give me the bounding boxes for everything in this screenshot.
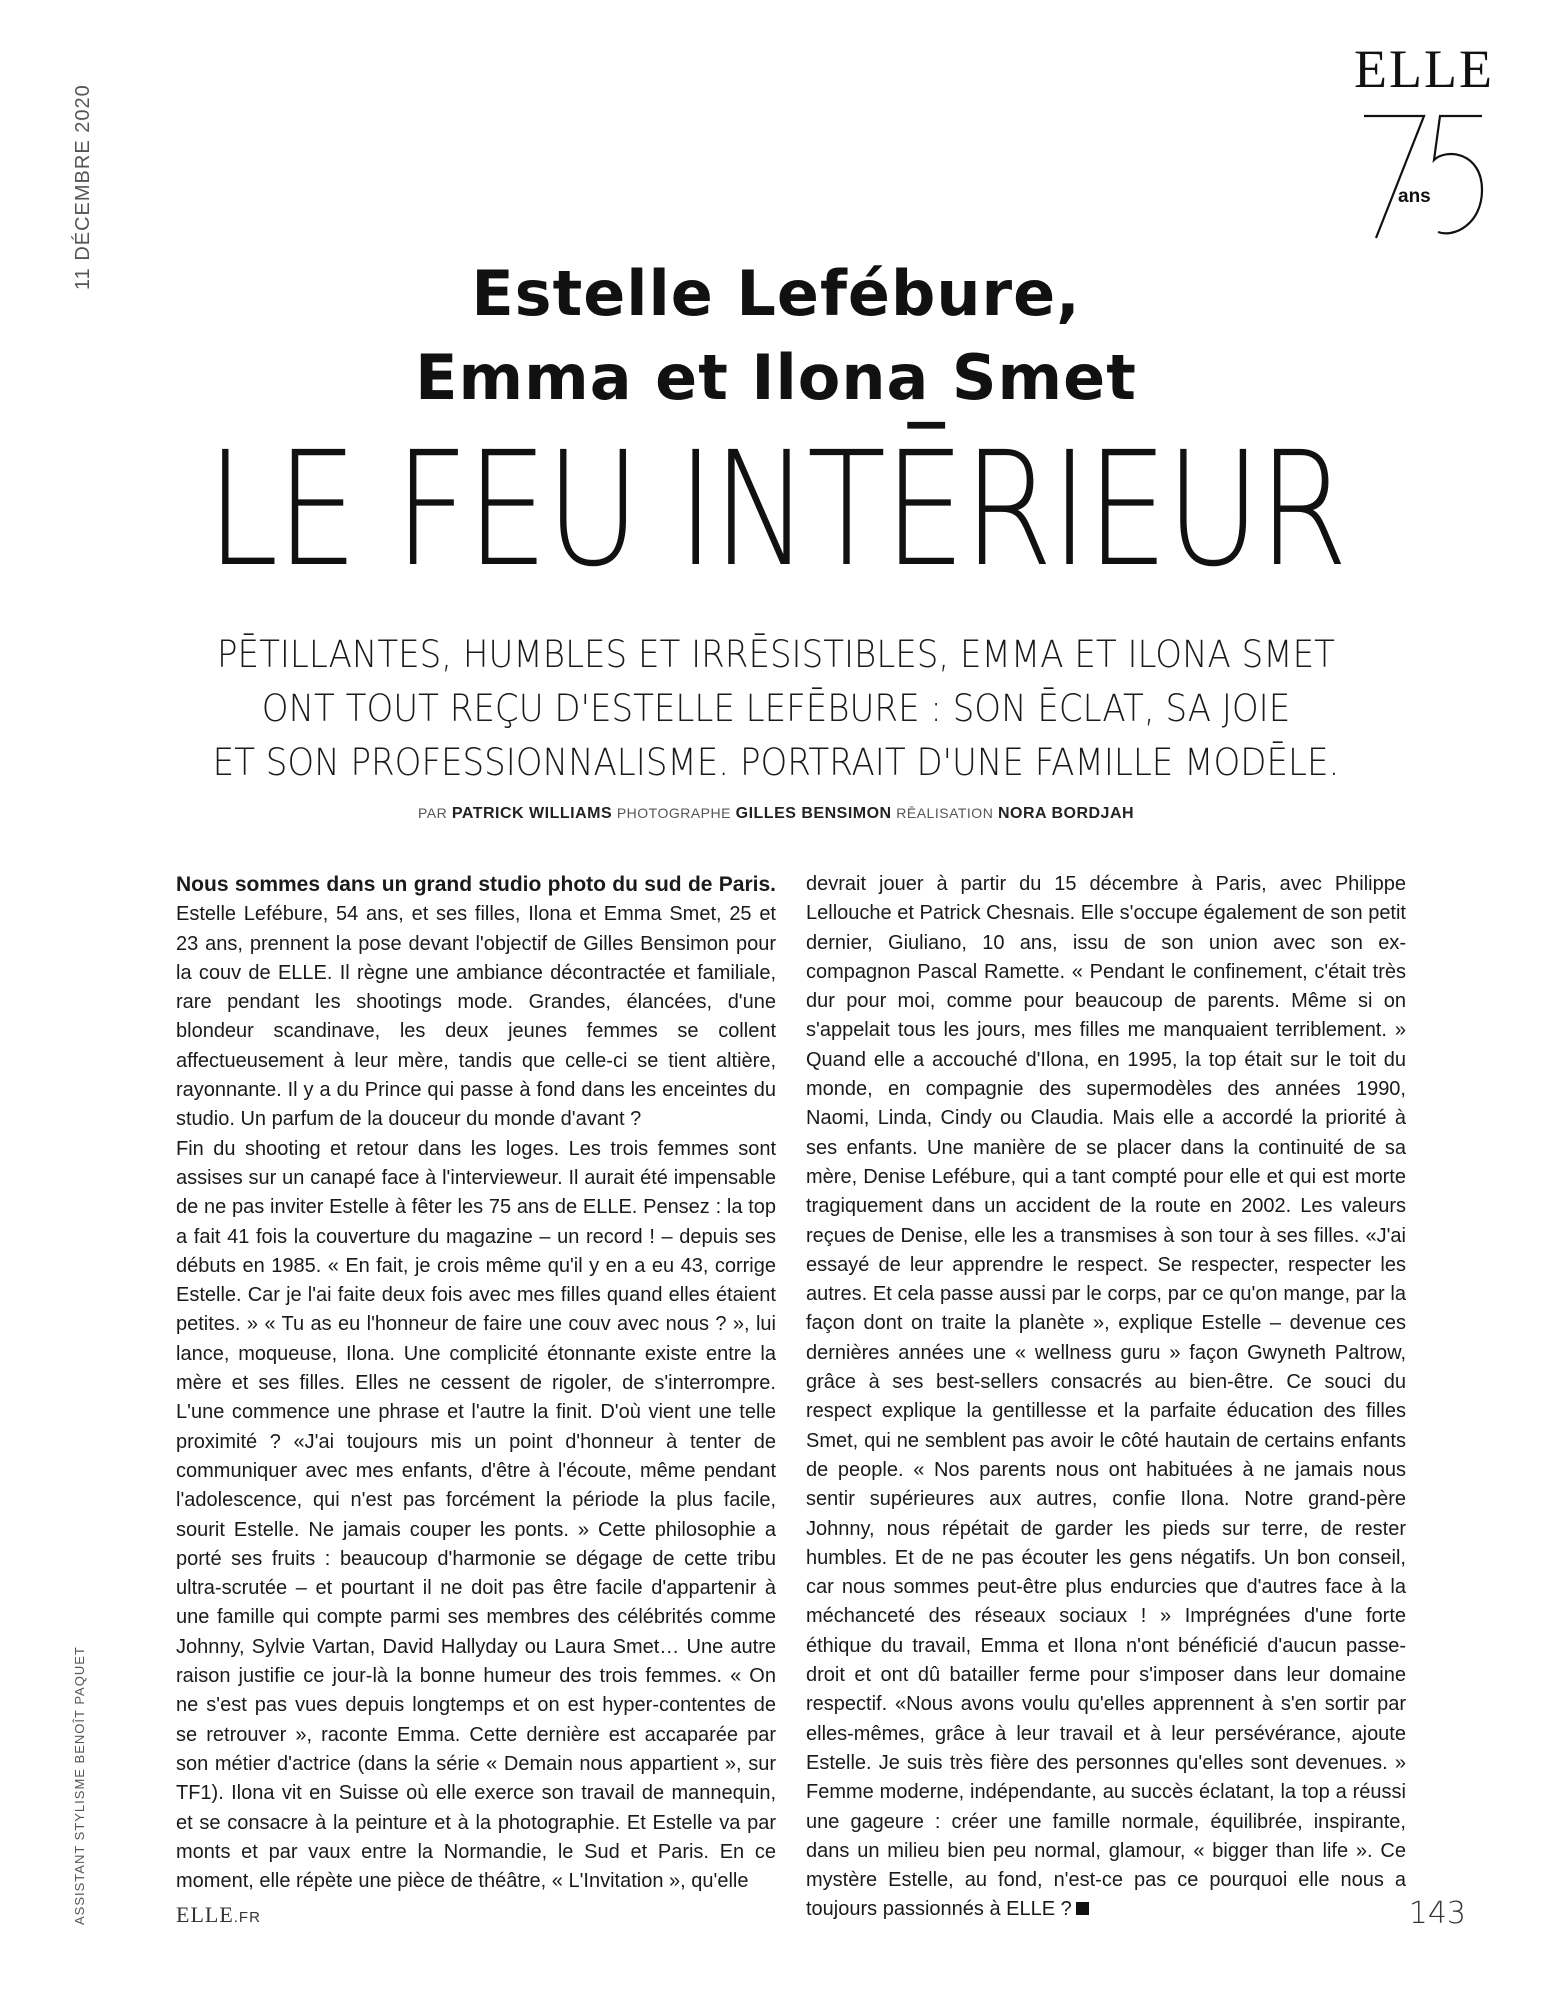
author-label: PAR xyxy=(417,805,448,821)
title-line-2: Emma et Ilona Smet xyxy=(415,341,1137,414)
article-title xyxy=(0,252,1552,420)
photographer-name: GILLES BENSIMON xyxy=(735,805,892,822)
body-paragraph-2: Fin du shooting et retour dans les loges. Les trois femmes sont assises sur un canapé face à l'intervieweur. Il aurait été impensable de ne pas inviter Estelle à fêter les 75 ans de ELLE. Pensez : la top a fait 41 fois la couverture du magazine – un record ! – depuis ses débuts en 1985. « En fait, je crois même qu'il y en a eu 43, corrige Estelle. Car je l'ai faite deux fois avec mes filles quand elles étaient petites. » « Tu as eu l'honneur de faire une couv avec nous ? », lui lance, moqueuse, Ilona. Une complicité étonnante existe entre la mère et ses filles. Elles ne cessent de rigoler, de s'interrompre. L'une commence une phrase et l'autre la finit. D'où vient une telle proximité ? «J'ai toujours mis un point d'honneur à tenter de communiquer avec mes enfants, d'être à l'écoute, même pendant l'adolescence, qui n'est pas forcément la période la plus facile, sourit Estelle. Ne jamais couper les ponts. » Cette philosophie a porté ses fruits : beaucoup d'harmonie se dégage de cette tribu ultra-scrutée – et pourtant il ne doit pas être facile d'appartenir à une famille qui compte parmi ses membres des célébrités comme Johnny, Sylvie Vartan, David Hallyday ou Laura Smet… Une autre raison justifie ce jour-là la bonne humeur des trois femmes. « On ne s'est pas vues depuis longtemps et on est hyper-contentes de se retrouver », raconte Emma. Cette dernière est accaparée par son métier d'actrice (dans la série « Demain nous appartient », sur TF1). Ilona vit en Suisse où elle exerce son travail de mannequin, et se consacre à la peinture et à la photographie. Et Estelle va par monts et par vaux entre la Normandie, le Sud et Paris. En ce moment, elle répète une pièce de théâtre, « L'Invitation », qu'elle xyxy=(176,1137,776,1893)
lead-sentence: Nous sommes dans un grand studio photo du sud de Paris. xyxy=(176,873,776,896)
paragraph-1-text: Estelle Lefébure, 54 ans, et ses filles, Ilona et Emma Smet, 25 et 23 ans, prennent la pose devant l'objectif de Gilles Bensimon pour la couv de ELLE. Il règne une ambiance décontractée et familiale, rare pendant les shootings mode. Grandes, élancées, d'une blondeur scandinave, les deux jeunes femmes se collent affectueusement à leur mère, tandis que celle-ci se tient altière, rayonnante. Il y a du Prince qui passe à fond dans les enceintes du studio. Un parfum de la douceur du monde d'avant ? xyxy=(176,903,776,1131)
footer-domain: .FR xyxy=(233,1909,261,1926)
body-column-left xyxy=(176,870,776,1896)
logo-suffix: ans xyxy=(1398,186,1431,207)
page-number: 143 xyxy=(1408,1896,1466,1931)
logo-brand: ELLE xyxy=(1354,39,1494,99)
body-paragraph-1 xyxy=(176,870,776,1135)
title-line-1: Estelle Lefébure, xyxy=(471,257,1081,330)
footer-brand xyxy=(176,1902,261,1928)
end-of-article-icon xyxy=(1076,1902,1089,1915)
body-column-right xyxy=(806,870,1406,1925)
byline xyxy=(0,805,1552,823)
deck-line-2: ONT TOUT REÇU D'ESTELLE LEFĒBURE : SON ĒCLAT, SA JOIE xyxy=(261,687,1291,730)
photographer-label: PHOTOGRAPHE xyxy=(616,805,731,821)
deck-line-1: PĒTILLANTES, HUMBLES ET IRRĒSISTIBLES, EMMA ET ILONA SMET xyxy=(217,633,1335,676)
body-paragraph-3 xyxy=(806,870,1406,1925)
footer-brand-name: ELLE xyxy=(176,1902,234,1927)
producer-name: NORA BORDJAH xyxy=(997,805,1135,822)
deck-line-3: ET SON PROFESSIONNALISME. PORTRAIT D'UNE FAMILLE MODĒLE. xyxy=(212,741,1340,784)
paragraph-3-text: devrait jouer à partir du 15 décembre à Paris, avec Philippe Lellouche et Patrick Chesnais. Elle s'occupe également de son petit dernier, Giuliano, 10 ans, issu de son union avec son ex-compagnon Pascal Ramette. « Pendant le confinement, c'était très dur pour moi, comme pour beaucoup de parents. Même si on s'appelait tous les jours, mes filles me manquaient terriblement. » Quand elle a accouché d'Ilona, en 1995, la top était sur le toit du monde, en compagnie des supermodèles des années 1990, Naomi, Linda, Cindy ou Claudia. Mais elle a accordé la priorité à ses enfants. Une manière de se placer dans la continuité de sa mère, Denise Lefébure, qui a tant compté pour elle et qui est morte tragiquement dans un accident de la route en 2002. Les valeurs reçues de Denise, elle les a transmises à son tour à ses filles. «J'ai essayé de leur apprendre le respect. Se respecter, respecter les autres. Et cela passe aussi par le corps, par ce qu'on mange, par la façon dont on traite la planète », explique Estelle – devenue ces dernières années une « wellness guru » façon Gwyneth Paltrow, grâce à ses best-sellers consacrés au bien-être. Ce souci du respect explique la gentillesse et la parfaite éducation des filles Smet, qui ne semblent pas avoir le côté hautain de certains enfants de people. « Nos parents nous ont habituées à ne jamais nous sentir supérieures aux autres, confie Ilona. Notre grand-père Johnny, nous répétait de garder les pieds sur terre, de rester humbles. Et de ne pas écouter les gens négatifs. Un bon conseil, car nous sommes peut-être plus endurcies que d'autres face à la méchanceté des réseaux sociaux ! » Imprégnées d'une forte éthique du travail, Emma et Ilona n'ont bénéficié d'aucun passe-droit et ont dû batailler ferme pour s'imposer dans leur domaine respectif. «Nous avons voulu qu'elles apprennent à s'en sortir par elles-mêmes, grâce à leur travail et à leur persévérance, ajoute Estelle. Je suis très fière des personnes qu'elles sont devenues. » Femme moderne, indépendante, au succès éclatant, la top a réussi une gageure : créer une famille normale, équilibrée, inspirante, dans un milieu bien peu normal, glamour, « bigger than life ». Ce mystère Estelle, au fond, n'est-ce pas ce pourquoi elle nous a toujours passionnés à ELLE ? xyxy=(806,873,1406,1921)
logo-75-numeral xyxy=(1354,98,1494,248)
producer-label: RĒALISATION xyxy=(896,805,994,821)
issue-date: 11 DÉCEMBRE 2020 xyxy=(72,84,94,290)
standfirst xyxy=(62,628,1490,790)
headline: LE FEU INTĒRIEUR xyxy=(206,418,1346,602)
styling-credit: ASSISTANT STYLISME BENOÎT PAQUET xyxy=(72,1646,87,1925)
elle-75-logo xyxy=(1354,38,1494,248)
author-name: PATRICK WILLIAMS xyxy=(451,805,613,822)
